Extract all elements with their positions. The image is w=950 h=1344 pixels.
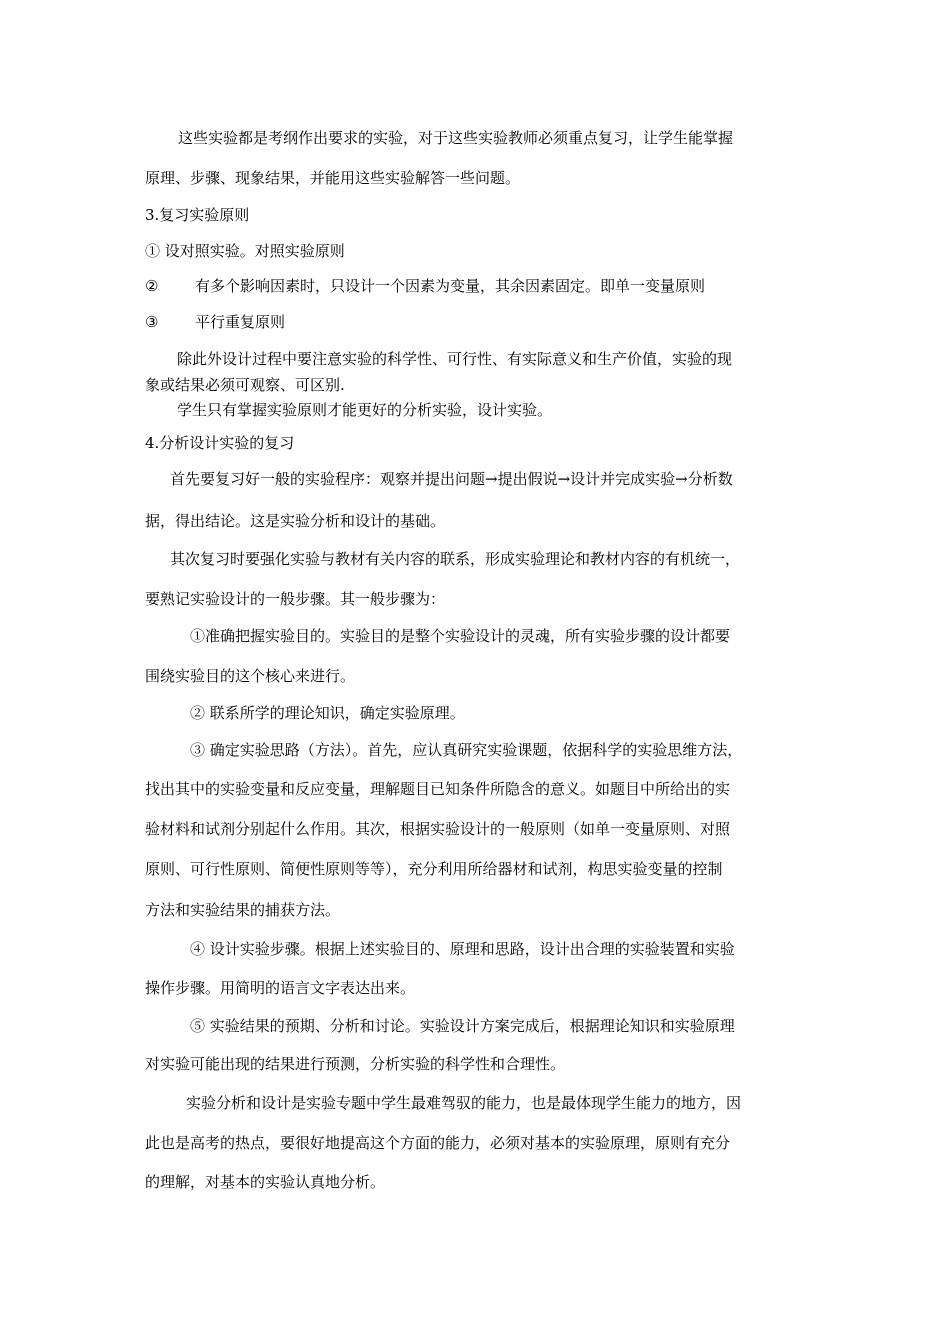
step-line: 验材料和试剂分别起什么作用。其次，根据实验设计的一般原则（如单一变量原则、对照 xyxy=(145,820,731,838)
list-item xyxy=(145,276,705,296)
step-line: 原则、可行性原则、简便性原则等等），充分利用所给器材和试剂，构思实验变量的控制 xyxy=(145,860,723,878)
paragraph-line: 原理、步骤、现象结果，并能用这些实验解答一些问题。 xyxy=(145,169,521,187)
step-line: 围绕实验目的这个核心来进行。 xyxy=(145,667,356,685)
paragraph-line: 要熟记实验设计的一般步骤。其一般步骤为： xyxy=(145,590,446,608)
step-line: ⑤ 实验结果的预期、分析和讨论。实验设计方案完成后，根据理论知识和实验原理 xyxy=(190,1017,735,1035)
paragraph-line: 此也是高考的热点，要很好地提高这个方面的能力，必须对基本的实验原理，原则有充分 xyxy=(145,1134,731,1152)
step-line: ③ 确定实验思路（方法）。首先，应认真研究实验课题，依据科学的实验思维方法， xyxy=(190,741,743,759)
section-heading: 3.复习实验原则 xyxy=(145,206,250,224)
paragraph-line: 这些实验都是考纲作出要求的实验，对于这些实验教师必须重点复习，让学生能掌握 xyxy=(178,129,734,147)
paragraph-line: 的理解，对基本的实验认真地分析。 xyxy=(145,1173,386,1191)
paragraph-line: 实验分析和设计是实验专题中学生最难驾驭的能力，也是最体现学生能力的地方，因 xyxy=(186,1094,742,1112)
step-line: ② 联系所学的理论知识，确定实验原理。 xyxy=(190,704,465,722)
list-item-text: 平行重复原则 xyxy=(195,313,286,331)
paragraph-line: 首先要复习好一般的实验程序：观察并提出问题→提出假说→设计并完成实验→分析数 xyxy=(170,470,733,488)
paragraph-line: 学生只有掌握实验原则才能更好的分析实验，设计实验。 xyxy=(177,401,553,419)
list-item xyxy=(145,312,285,332)
step-line: 找出其中的实验变量和反应变量，理解题目已知条件所隐含的意义。如题目中所给出的实 xyxy=(145,780,731,798)
paragraph-line: 象或结果必须可观察、可区别. xyxy=(145,376,345,394)
section-heading: 4.分析设计实验的复习 xyxy=(145,434,295,452)
step-line: 操作步骤。用简明的语言文字表达出来。 xyxy=(145,979,416,997)
paragraph-line: 其次复习时要强化实验与教材有关内容的联系，形成实验理论和教材内容的有机统一， xyxy=(170,550,741,568)
paragraph-line: 除此外设计过程中要注意实验的科学性、可行性、有实际意义和生产价值，实验的现 xyxy=(177,350,733,368)
list-marker: ③ xyxy=(145,313,159,331)
list-marker: ② xyxy=(145,277,159,295)
step-line: ④ 设计实验步骤。根据上述实验目的、原理和思路，设计出合理的实验装置和实验 xyxy=(190,940,735,958)
list-item: ① 设对照实验。对照实验原则 xyxy=(145,242,345,260)
step-line: 对实验可能出现的结果进行预测，分析实验的科学性和合理性。 xyxy=(145,1055,566,1073)
step-line: ①准确把握实验目的。实验目的是整个实验设计的灵魂，所有实验步骤的设计都要 xyxy=(190,627,731,645)
step-line: 方法和实验结果的捕获方法。 xyxy=(145,901,341,919)
list-item-text: 有多个影响因素时，只设计一个因素为变量，其余因素固定。即单一变量原则 xyxy=(195,277,706,295)
paragraph-line: 据，得出结论。这是实验分析和设计的基础。 xyxy=(145,512,446,530)
